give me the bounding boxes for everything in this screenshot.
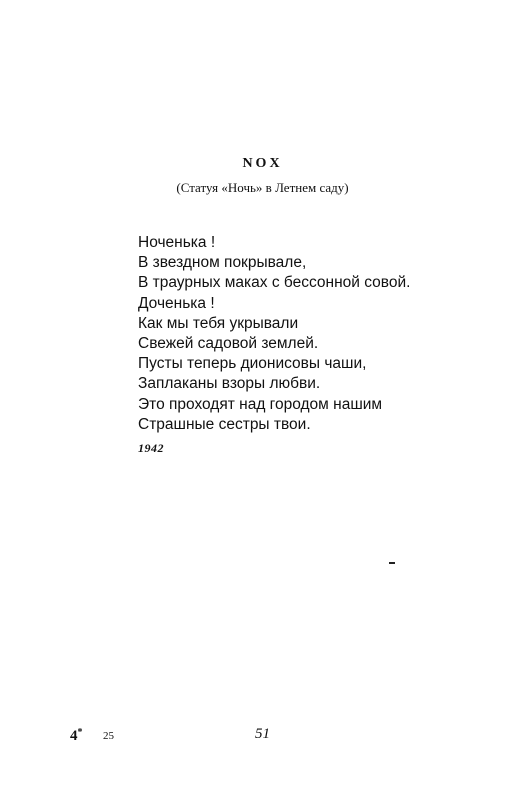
poem-line: Ноченька ! — [138, 234, 216, 251]
poem-title: NOX — [242, 156, 283, 171]
poem-line: Это проходят над городом нашим — [138, 395, 383, 413]
poem-line: В траурных маках с бессонной совой. — [138, 274, 411, 292]
poem-line: Как мы тебя укрывали — [138, 314, 299, 332]
signature-sheet-number: 25 — [103, 730, 114, 742]
poem-line: Заплаканы взоры любви. — [138, 375, 321, 393]
poem-line: Страшные сестры твои. — [138, 415, 311, 433]
print-mark — [389, 562, 395, 564]
poem-body — [138, 233, 410, 435]
poem-year: 1942 — [138, 441, 164, 455]
signature-asterisk: * — [77, 727, 83, 738]
poem-line: Доченька ! — [138, 294, 215, 312]
poem-line: Свежей садовой землей. — [138, 335, 319, 353]
poem-subtitle: (Статуя «Ночь» в Летнем саду) — [176, 180, 349, 195]
poem-line: В звездном покрывале, — [138, 254, 307, 272]
signature-number: 4 — [70, 728, 78, 744]
page-number: 51 — [255, 726, 270, 742]
poem-line: Пусты теперь дионисовы чаши, — [138, 355, 367, 373]
